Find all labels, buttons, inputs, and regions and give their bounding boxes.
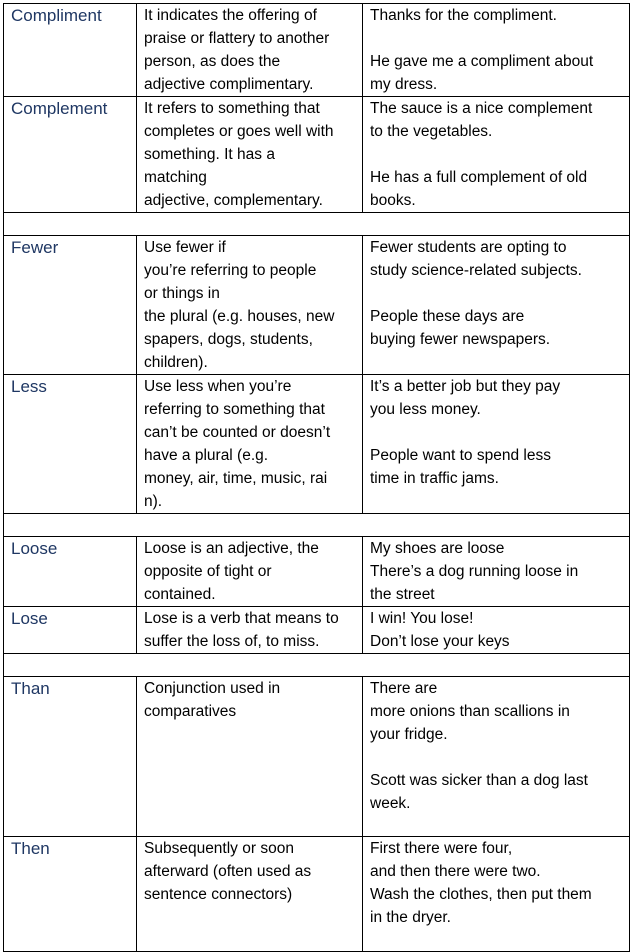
term-cell: Loose	[4, 537, 137, 607]
term-cell: Compliment	[4, 4, 137, 97]
vocabulary-table	[3, 3, 630, 952]
example-cell: It’s a better job but they pay you less money. People want to spend less time in traffic jams.	[363, 375, 630, 514]
spacer-cell	[4, 213, 630, 236]
description-cell: Lose is a verb that means to suffer the loss of, to miss.	[137, 607, 363, 654]
description-cell: Subsequently or soon afterward (often used as sentence connectors)	[137, 837, 363, 952]
table-row	[4, 236, 630, 375]
example-cell: My shoes are loose There’s a dog running loose in the street	[363, 537, 630, 607]
term-cell: Lose	[4, 607, 137, 654]
term-cell: Than	[4, 677, 137, 837]
example-cell: The sauce is a nice complement to the vegetables. He has a full complement of old books.	[363, 97, 630, 213]
spacer-cell	[4, 514, 630, 537]
description-cell: Use less when you’re referring to something that can’t be counted or doesn’t have a plural (e.g. money, air, time, music, rai n).	[137, 375, 363, 514]
table-row	[4, 4, 630, 97]
description-cell: Conjunction used in comparatives	[137, 677, 363, 837]
table-row	[4, 677, 630, 837]
table-row	[4, 537, 630, 607]
spacer-row	[4, 654, 630, 677]
term-cell: Fewer	[4, 236, 137, 375]
term-cell: Then	[4, 837, 137, 952]
table-row	[4, 375, 630, 514]
term-cell: Complement	[4, 97, 137, 213]
spacer-row	[4, 514, 630, 537]
description-cell: It indicates the offering of praise or flattery to another person, as does the adjective complimentary.	[137, 4, 363, 97]
table-row	[4, 97, 630, 213]
example-cell: Fewer students are opting to study science-related subjects. People these days are buying fewer newspapers.	[363, 236, 630, 375]
description-cell: Use fewer if you’re referring to people or things in the plural (e.g. houses, new spapers, dogs, students, children).	[137, 236, 363, 375]
example-cell: Thanks for the compliment. He gave me a compliment about my dress.	[363, 4, 630, 97]
example-cell: I win! You lose! Don’t lose your keys	[363, 607, 630, 654]
table-row	[4, 837, 630, 952]
spacer-row	[4, 213, 630, 236]
spacer-cell	[4, 654, 630, 677]
table-row	[4, 607, 630, 654]
description-cell: Loose is an adjective, the opposite of tight or contained.	[137, 537, 363, 607]
term-cell: Less	[4, 375, 137, 514]
example-cell: First there were four, and then there were two. Wash the clothes, then put them in the dryer.	[363, 837, 630, 952]
example-cell: There are more onions than scallions in your fridge. Scott was sicker than a dog last week.	[363, 677, 630, 837]
description-cell: It refers to something that completes or goes well with something. It has a matching adjective, complementary.	[137, 97, 363, 213]
